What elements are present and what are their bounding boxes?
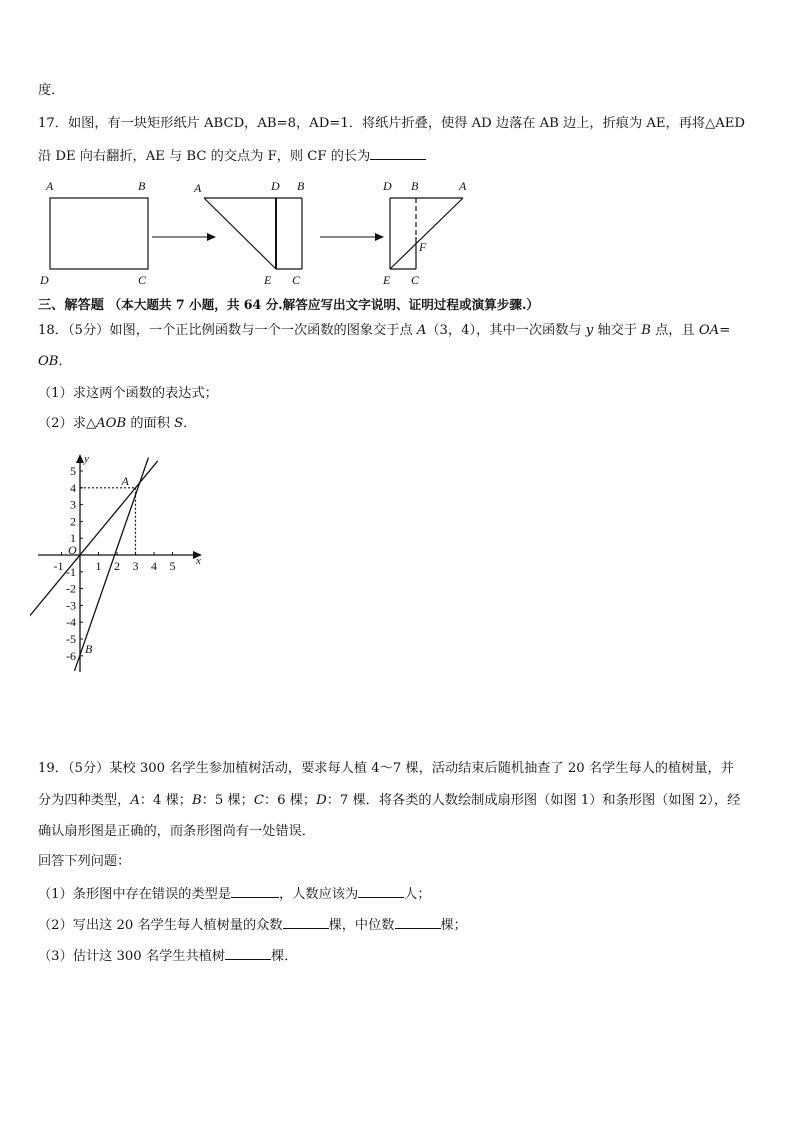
q18-text-d: 点，且 xyxy=(650,323,699,338)
arrow-2-head xyxy=(375,233,384,241)
fig2-label-E: E xyxy=(264,273,272,287)
fig2-label-B: B xyxy=(297,179,305,193)
x-tick-label: 3 xyxy=(132,559,139,573)
fig1-label-C: C xyxy=(138,273,147,287)
q18-text-c: 轴交于 xyxy=(593,323,642,338)
q18-AOB: AOB xyxy=(96,416,127,431)
y-tick-label: -2 xyxy=(66,581,76,596)
fig1-label-A: A xyxy=(46,179,54,193)
q18-coordinate-graph xyxy=(30,450,210,680)
q19-line2-d: ：6 棵； xyxy=(263,793,317,808)
q18-sub2-a: （2）求△ xyxy=(38,416,97,431)
fig3-label-F: F xyxy=(419,240,427,254)
fig2-label-D: D xyxy=(271,179,280,193)
q19-line1: 19．（5分）某校 300 名学生参加植树活动，要求每人植 4～7 棵，活动结束后随机抽查了 20 名学生每人的植树量，并 xyxy=(38,761,734,776)
y-tick-label: -6 xyxy=(66,648,76,663)
q17-line2 xyxy=(38,146,426,166)
q19-sub3 xyxy=(38,946,297,966)
q19-type-D: D xyxy=(316,793,327,808)
q18-OA: OA= xyxy=(698,323,731,338)
q19-line2 xyxy=(38,792,740,810)
fig2-label-C: C xyxy=(292,273,301,287)
y-tick-label: 5 xyxy=(70,464,76,478)
section-3-heading xyxy=(38,296,539,315)
q18-text-b: （3，4），其中一次函数与 xyxy=(426,323,586,338)
section-3-note: （本大题共 7 小题，共 64 分.解答应写出文字说明、证明过程或演算步骤.） xyxy=(108,297,539,312)
x-tick-label: 4 xyxy=(151,559,157,573)
fig2-crease-AE xyxy=(204,198,276,269)
q18-S: S xyxy=(174,416,184,431)
q19-line2-a: 分为四种类型， xyxy=(38,793,131,808)
section-3-title: 三、解答题 xyxy=(38,298,104,313)
y-tick-label: 3 xyxy=(70,497,76,512)
y-axis-label: y xyxy=(84,453,89,465)
fig1-label-B: B xyxy=(138,179,146,193)
fig3-label-C: C xyxy=(411,273,420,287)
q19-sub2-b: 棵，中位数 xyxy=(328,918,395,933)
x-tick-label: -1 xyxy=(53,559,64,573)
fig3-label-D: D xyxy=(383,179,392,193)
q19-type-C: C xyxy=(253,793,264,808)
q19-type-B: B xyxy=(192,793,202,808)
q17-line1: 17．如图，有一块矩形纸片 ABCD，AB=8，AD=1．将纸片折叠，使得 AD 边落在 AB 边上，折痕为 AE，再将△AED xyxy=(38,116,745,131)
q18-sub2 xyxy=(38,415,196,433)
point-B-label: B xyxy=(85,642,93,656)
q18-line1 xyxy=(38,322,730,340)
origin-label: O xyxy=(68,543,77,557)
q18-sub2-c: ． xyxy=(183,416,197,431)
x-tick-label: 2 xyxy=(114,559,120,573)
q18-sub2-b: 的面积 xyxy=(126,416,175,431)
q18-OB: OB xyxy=(38,354,59,369)
q19-sub1-blank-type[interactable] xyxy=(231,884,279,898)
q16-tail: 度． xyxy=(38,83,65,98)
q18-sub1: （1）求这两个函数的表达式； xyxy=(38,386,218,401)
q19-prompt: 回答下列问题： xyxy=(38,854,131,869)
fig1-label-D: D xyxy=(40,273,49,287)
q19-sub1-blank-count[interactable] xyxy=(358,884,404,898)
fig1-rectangle xyxy=(50,198,148,269)
q19-sub1 xyxy=(38,884,431,904)
q19-sub2-c: 棵； xyxy=(440,918,467,933)
q18-var-B: B xyxy=(641,323,651,338)
y-tick-label: -3 xyxy=(66,598,76,613)
y-tick-label: -1 xyxy=(66,564,76,579)
arrow-1-head xyxy=(207,233,216,241)
q19-type-A: A xyxy=(130,793,140,808)
q18-line2 xyxy=(38,353,72,371)
x-axis-label: x xyxy=(196,555,201,567)
q19-line2-e: ：7 棵．将各类的人数绘制成扇形图（如图 1）和条形图（如图 2），经 xyxy=(326,793,741,808)
q18-var-y: y xyxy=(585,323,594,338)
q19-line3: 确认扇形图是正确的，而条形图尚有一处错误． xyxy=(38,824,315,839)
y-axis-arrow xyxy=(76,454,84,463)
q19-sub2-blank-mode[interactable] xyxy=(283,915,329,929)
fig2-label-A: A xyxy=(194,181,202,195)
q18-text-a: 18．（5分）如图，一个正比例函数与一个一次函数的图象交于点 xyxy=(38,323,417,338)
q19-sub3-b: 棵． xyxy=(271,949,298,964)
y-tick-label: 4 xyxy=(70,480,76,495)
q19-sub1-a: （1）条形图中存在错误的类型是 xyxy=(38,887,232,902)
fig3-label-A: A xyxy=(459,179,467,193)
q17-fold-figures xyxy=(0,175,793,295)
q18-var-A: A xyxy=(416,323,427,338)
q17-line2-text: 沿 DE 向右翻折，AE 与 BC 的交点为 F，则 CF 的长为 xyxy=(38,149,371,164)
q17-answer-blank[interactable] xyxy=(370,146,426,160)
q19-sub3-blank-total[interactable] xyxy=(225,946,271,960)
q19-sub2-blank-median[interactable] xyxy=(395,915,441,929)
q19-sub3-a: （3）估计这 300 名学生共植树 xyxy=(38,949,226,964)
fig3-label-B: B xyxy=(411,179,419,193)
q19-line2-b: ：4 棵； xyxy=(139,793,192,808)
y-tick-label: 2 xyxy=(70,514,76,529)
q18-line2-end: ． xyxy=(58,354,72,369)
q19-sub2 xyxy=(38,915,467,935)
y-tick-label: -4 xyxy=(66,615,76,630)
y-tick-label: 1 xyxy=(70,531,76,546)
fig3-crease-AE xyxy=(390,198,463,269)
x-tick-label: 5 xyxy=(169,559,176,573)
fig3-label-E: E xyxy=(383,273,391,287)
q19-sub2-a: （2）写出这 20 名学生每人植树量的众数 xyxy=(38,918,283,933)
y-tick-label: -5 xyxy=(66,632,76,646)
q19-sub1-b: ，人数应该为 xyxy=(279,887,359,902)
q19-sub1-c: 人； xyxy=(404,887,431,902)
x-tick-label: 1 xyxy=(95,559,102,573)
point-A-label: A xyxy=(121,473,129,488)
q19-line2-c: ：5 棵； xyxy=(201,793,254,808)
